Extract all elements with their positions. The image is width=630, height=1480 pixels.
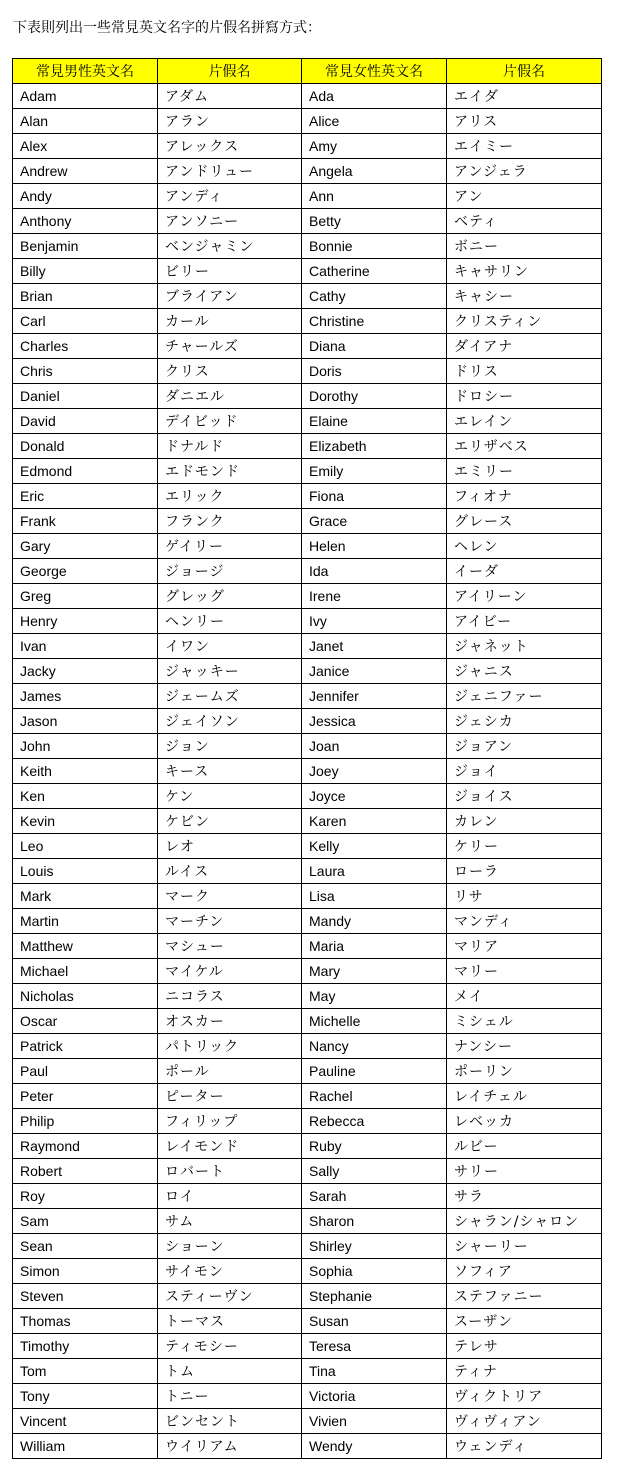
female-name-cell: Alice [302,109,447,134]
male-katakana-cell: アンディ [158,184,302,209]
female-katakana-cell: キャシー [447,284,602,309]
female-katakana-cell: アイリーン [447,584,602,609]
male-name-cell: Martin [13,909,158,934]
female-katakana-cell: エレイン [447,409,602,434]
female-katakana-cell: エリザベス [447,434,602,459]
male-katakana-cell: アラン [158,109,302,134]
male-name-cell: Patrick [13,1034,158,1059]
male-katakana-cell: アレックス [158,134,302,159]
female-katakana-cell: ジョイ [447,759,602,784]
table-row [13,1184,602,1209]
male-name-cell: Tom [13,1359,158,1384]
male-katakana-cell: フランク [158,509,302,534]
table-row [13,1034,602,1059]
table-row [13,209,602,234]
male-name-cell: George [13,559,158,584]
male-name-cell: Ivan [13,634,158,659]
table-row [13,359,602,384]
male-name-cell: Raymond [13,1134,158,1159]
male-name-cell: Philip [13,1109,158,1134]
table-row [13,834,602,859]
female-katakana-cell: ジェニファー [447,684,602,709]
table-row [13,1409,602,1434]
table-row [13,459,602,484]
male-name-cell: Keith [13,759,158,784]
male-katakana-cell: サム [158,1209,302,1234]
female-name-cell: Joey [302,759,447,784]
female-name-cell: Sarah [302,1184,447,1209]
female-katakana-cell: メイ [447,984,602,1009]
table-row [13,484,602,509]
female-name-cell: Elizabeth [302,434,447,459]
female-katakana-cell: サラ [447,1184,602,1209]
male-name-cell: Paul [13,1059,158,1084]
female-name-cell: Helen [302,534,447,559]
female-name-cell: Jessica [302,709,447,734]
male-name-cell: Charles [13,334,158,359]
male-name-cell: Leo [13,834,158,859]
female-name-cell: Laura [302,859,447,884]
table-row [13,1359,602,1384]
male-name-cell: Timothy [13,1334,158,1359]
female-name-cell: Betty [302,209,447,234]
table-row [13,309,602,334]
female-name-cell: Sharon [302,1209,447,1234]
table-row [13,759,602,784]
male-name-cell: Benjamin [13,234,158,259]
female-katakana-cell: サリー [447,1159,602,1184]
female-katakana-cell: ヘレン [447,534,602,559]
female-name-cell: Victoria [302,1384,447,1409]
male-katakana-cell: チャールズ [158,334,302,359]
male-name-cell: Sean [13,1234,158,1259]
female-katakana-cell: テレサ [447,1334,602,1359]
male-name-cell: Thomas [13,1309,158,1334]
male-katakana-cell: ショーン [158,1234,302,1259]
female-name-cell: Emily [302,459,447,484]
female-name-cell: Shirley [302,1234,447,1259]
female-katakana-cell: リサ [447,884,602,909]
female-name-cell: Ann [302,184,447,209]
table-row [13,934,602,959]
female-katakana-cell: シャーリー [447,1234,602,1259]
male-name-cell: Edmond [13,459,158,484]
female-katakana-cell: キャサリン [447,259,602,284]
intro-text: 下表則列出一些常見英文名字的片假名拼寫方式： [13,20,321,36]
male-name-cell: Tony [13,1384,158,1409]
male-katakana-cell: ジェイソン [158,709,302,734]
male-katakana-cell: アンドリュー [158,159,302,184]
female-katakana-cell: アンジェラ [447,159,602,184]
male-katakana-cell: サイモン [158,1259,302,1284]
female-katakana-cell: ヴィヴィアン [447,1409,602,1434]
female-katakana-cell: ヴィクトリア [447,1384,602,1409]
table-row [13,1209,602,1234]
table-row [13,1384,602,1409]
header-male-katakana: 片假名 [158,59,302,84]
female-name-cell: Elaine [302,409,447,434]
female-katakana-cell: ジャニス [447,659,602,684]
male-name-cell: Ken [13,784,158,809]
header-male-name: 常見男性英文名 [13,59,158,84]
table-row [13,909,602,934]
female-katakana-cell: ウェンディ [447,1434,602,1459]
table-row [13,1259,602,1284]
male-katakana-cell: ジェームズ [158,684,302,709]
female-name-cell: Sally [302,1159,447,1184]
female-name-cell: Susan [302,1309,447,1334]
female-katakana-cell: フィオナ [447,484,602,509]
female-name-cell: Janice [302,659,447,684]
male-katakana-cell: フィリップ [158,1109,302,1134]
table-body [13,84,602,1459]
table-row [13,634,602,659]
female-katakana-cell: ミシェル [447,1009,602,1034]
female-name-cell: Joan [302,734,447,759]
female-name-cell: Diana [302,334,447,359]
table-row [13,709,602,734]
table-row [13,1334,602,1359]
table-row [13,584,602,609]
female-name-cell: Christine [302,309,447,334]
female-katakana-cell: エイダ [447,84,602,109]
female-katakana-cell: ジャネット [447,634,602,659]
male-katakana-cell: ダニエル [158,384,302,409]
female-name-cell: Ivy [302,609,447,634]
female-katakana-cell: イーダ [447,559,602,584]
table-row [13,384,602,409]
male-name-cell: Vincent [13,1409,158,1434]
male-katakana-cell: エドモンド [158,459,302,484]
male-name-cell: Louis [13,859,158,884]
female-name-cell: Wendy [302,1434,447,1459]
female-katakana-cell: カレン [447,809,602,834]
female-name-cell: Angela [302,159,447,184]
table-row [13,84,602,109]
female-name-cell: Karen [302,809,447,834]
table-row [13,1284,602,1309]
male-name-cell: Alex [13,134,158,159]
table-row [13,109,602,134]
table-row [13,809,602,834]
table-row [13,1009,602,1034]
male-name-cell: Simon [13,1259,158,1284]
male-name-cell: Anthony [13,209,158,234]
male-katakana-cell: ゲイリー [158,534,302,559]
male-name-cell: Jacky [13,659,158,684]
female-name-cell: Doris [302,359,447,384]
female-name-cell: Bonnie [302,234,447,259]
female-name-cell: Vivien [302,1409,447,1434]
female-katakana-cell: エイミー [447,134,602,159]
male-katakana-cell: トーマス [158,1309,302,1334]
male-name-cell: Michael [13,959,158,984]
male-katakana-cell: オスカー [158,1009,302,1034]
table-row [13,659,602,684]
table-row [13,334,602,359]
female-name-cell: Ada [302,84,447,109]
male-name-cell: Kevin [13,809,158,834]
female-katakana-cell: ドロシー [447,384,602,409]
female-name-cell: Sophia [302,1259,447,1284]
male-name-cell: Nicholas [13,984,158,1009]
male-name-cell: Peter [13,1084,158,1109]
female-katakana-cell: アイビー [447,609,602,634]
male-katakana-cell: ドナルド [158,434,302,459]
female-katakana-cell: クリスティン [447,309,602,334]
female-name-cell: Rachel [302,1084,447,1109]
male-katakana-cell: ニコラス [158,984,302,1009]
male-katakana-cell: ケン [158,784,302,809]
female-katakana-cell: エミリー [447,459,602,484]
female-name-cell: Jennifer [302,684,447,709]
female-katakana-cell: ルビー [447,1134,602,1159]
male-name-cell: Roy [13,1184,158,1209]
male-katakana-cell: グレッグ [158,584,302,609]
female-katakana-cell: ジェシカ [447,709,602,734]
male-name-cell: Sam [13,1209,158,1234]
male-katakana-cell: ジャッキー [158,659,302,684]
male-katakana-cell: デイビッド [158,409,302,434]
table-row [13,784,602,809]
male-katakana-cell: クリス [158,359,302,384]
male-name-cell: Matthew [13,934,158,959]
table-row [13,959,602,984]
male-katakana-cell: ルイス [158,859,302,884]
male-katakana-cell: レイモンド [158,1134,302,1159]
table-row [13,559,602,584]
female-name-cell: Tina [302,1359,447,1384]
female-katakana-cell: ダイアナ [447,334,602,359]
table-row [13,609,602,634]
table-row [13,534,602,559]
female-name-cell: Pauline [302,1059,447,1084]
male-katakana-cell: カール [158,309,302,334]
male-katakana-cell: マーク [158,884,302,909]
female-name-cell: Fiona [302,484,447,509]
male-name-cell: Andrew [13,159,158,184]
male-katakana-cell: ピーター [158,1084,302,1109]
male-katakana-cell: キース [158,759,302,784]
male-name-cell: Greg [13,584,158,609]
table-row [13,184,602,209]
male-katakana-cell: アンソニー [158,209,302,234]
male-name-cell: John [13,734,158,759]
table-row [13,1084,602,1109]
table-row [13,984,602,1009]
male-name-cell: Daniel [13,384,158,409]
table-row [13,409,602,434]
female-katakana-cell: ナンシー [447,1034,602,1059]
male-katakana-cell: ヘンリー [158,609,302,634]
male-katakana-cell: ポール [158,1059,302,1084]
male-katakana-cell: ロイ [158,1184,302,1209]
female-katakana-cell: ドリス [447,359,602,384]
table-row [13,1059,602,1084]
male-katakana-cell: レオ [158,834,302,859]
male-katakana-cell: マーチン [158,909,302,934]
female-katakana-cell: マリー [447,959,602,984]
male-name-cell: James [13,684,158,709]
male-name-cell: Frank [13,509,158,534]
female-name-cell: Mandy [302,909,447,934]
female-katakana-cell: ベティ [447,209,602,234]
female-name-cell: Michelle [302,1009,447,1034]
female-name-cell: Teresa [302,1334,447,1359]
male-katakana-cell: アダム [158,84,302,109]
table-row [13,509,602,534]
female-name-cell: Grace [302,509,447,534]
table-row [13,734,602,759]
female-katakana-cell: グレース [447,509,602,534]
male-name-cell: Mark [13,884,158,909]
male-katakana-cell: ジョン [158,734,302,759]
male-name-cell: Steven [13,1284,158,1309]
male-katakana-cell: ウイリアム [158,1434,302,1459]
male-katakana-cell: マシュー [158,934,302,959]
female-katakana-cell: ケリー [447,834,602,859]
female-name-cell: Mary [302,959,447,984]
female-katakana-cell: アリス [447,109,602,134]
female-katakana-cell: ジョアン [447,734,602,759]
female-name-cell: Rebecca [302,1109,447,1134]
male-katakana-cell: ロバート [158,1159,302,1184]
female-katakana-cell: ジョイス [447,784,602,809]
male-katakana-cell: ビンセント [158,1409,302,1434]
female-name-cell: Lisa [302,884,447,909]
table-row [13,1234,602,1259]
female-katakana-cell: ティナ [447,1359,602,1384]
male-katakana-cell: エリック [158,484,302,509]
male-katakana-cell: ブライアン [158,284,302,309]
male-katakana-cell: イワン [158,634,302,659]
male-katakana-cell: ケビン [158,809,302,834]
female-name-cell: Irene [302,584,447,609]
table-row [13,284,602,309]
female-katakana-cell: レイチェル [447,1084,602,1109]
table-row [13,1434,602,1459]
table-row [13,684,602,709]
male-name-cell: William [13,1434,158,1459]
female-name-cell: Nancy [302,1034,447,1059]
table-row [13,859,602,884]
header-female-katakana: 片假名 [447,59,602,84]
male-name-cell: Gary [13,534,158,559]
female-katakana-cell: スーザン [447,1309,602,1334]
male-katakana-cell: パトリック [158,1034,302,1059]
male-name-cell: Jason [13,709,158,734]
male-katakana-cell: ティモシー [158,1334,302,1359]
name-katakana-table [12,58,602,1459]
female-name-cell: Kelly [302,834,447,859]
male-name-cell: Andy [13,184,158,209]
female-katakana-cell: ステファニー [447,1284,602,1309]
table-row [13,134,602,159]
table-row [13,434,602,459]
male-katakana-cell: ベンジャミン [158,234,302,259]
male-name-cell: Billy [13,259,158,284]
male-name-cell: Carl [13,309,158,334]
male-name-cell: Henry [13,609,158,634]
female-katakana-cell: ポーリン [447,1059,602,1084]
male-name-cell: Donald [13,434,158,459]
female-katakana-cell: アン [447,184,602,209]
female-katakana-cell: マリア [447,934,602,959]
female-name-cell: Cathy [302,284,447,309]
male-name-cell: Brian [13,284,158,309]
header-female-name: 常見女性英文名 [302,59,447,84]
table-row [13,234,602,259]
male-katakana-cell: トム [158,1359,302,1384]
female-name-cell: Dorothy [302,384,447,409]
female-name-cell: Catherine [302,259,447,284]
male-name-cell: Chris [13,359,158,384]
male-name-cell: Adam [13,84,158,109]
table-row [13,159,602,184]
female-katakana-cell: ソフィア [447,1259,602,1284]
female-name-cell: Ruby [302,1134,447,1159]
male-katakana-cell: マイケル [158,959,302,984]
female-name-cell: Janet [302,634,447,659]
male-name-cell: Eric [13,484,158,509]
table-header-row [13,59,602,84]
female-name-cell: Ida [302,559,447,584]
female-katakana-cell: マンディ [447,909,602,934]
female-katakana-cell: シャラン/シャロン [447,1209,602,1234]
table-row [13,259,602,284]
female-katakana-cell: ローラ [447,859,602,884]
female-name-cell: Stephanie [302,1284,447,1309]
male-katakana-cell: トニー [158,1384,302,1409]
male-katakana-cell: ビリー [158,259,302,284]
male-name-cell: Alan [13,109,158,134]
male-name-cell: Robert [13,1159,158,1184]
female-name-cell: Joyce [302,784,447,809]
table-row [13,1134,602,1159]
female-name-cell: Amy [302,134,447,159]
male-name-cell: Oscar [13,1009,158,1034]
female-katakana-cell: レベッカ [447,1109,602,1134]
table-row [13,1159,602,1184]
male-katakana-cell: スティーヴン [158,1284,302,1309]
table-row [13,884,602,909]
male-katakana-cell: ジョージ [158,559,302,584]
male-name-cell: David [13,409,158,434]
female-name-cell: May [302,984,447,1009]
table-row [13,1309,602,1334]
female-katakana-cell: ボニー [447,234,602,259]
table-row [13,1109,602,1134]
female-name-cell: Maria [302,934,447,959]
